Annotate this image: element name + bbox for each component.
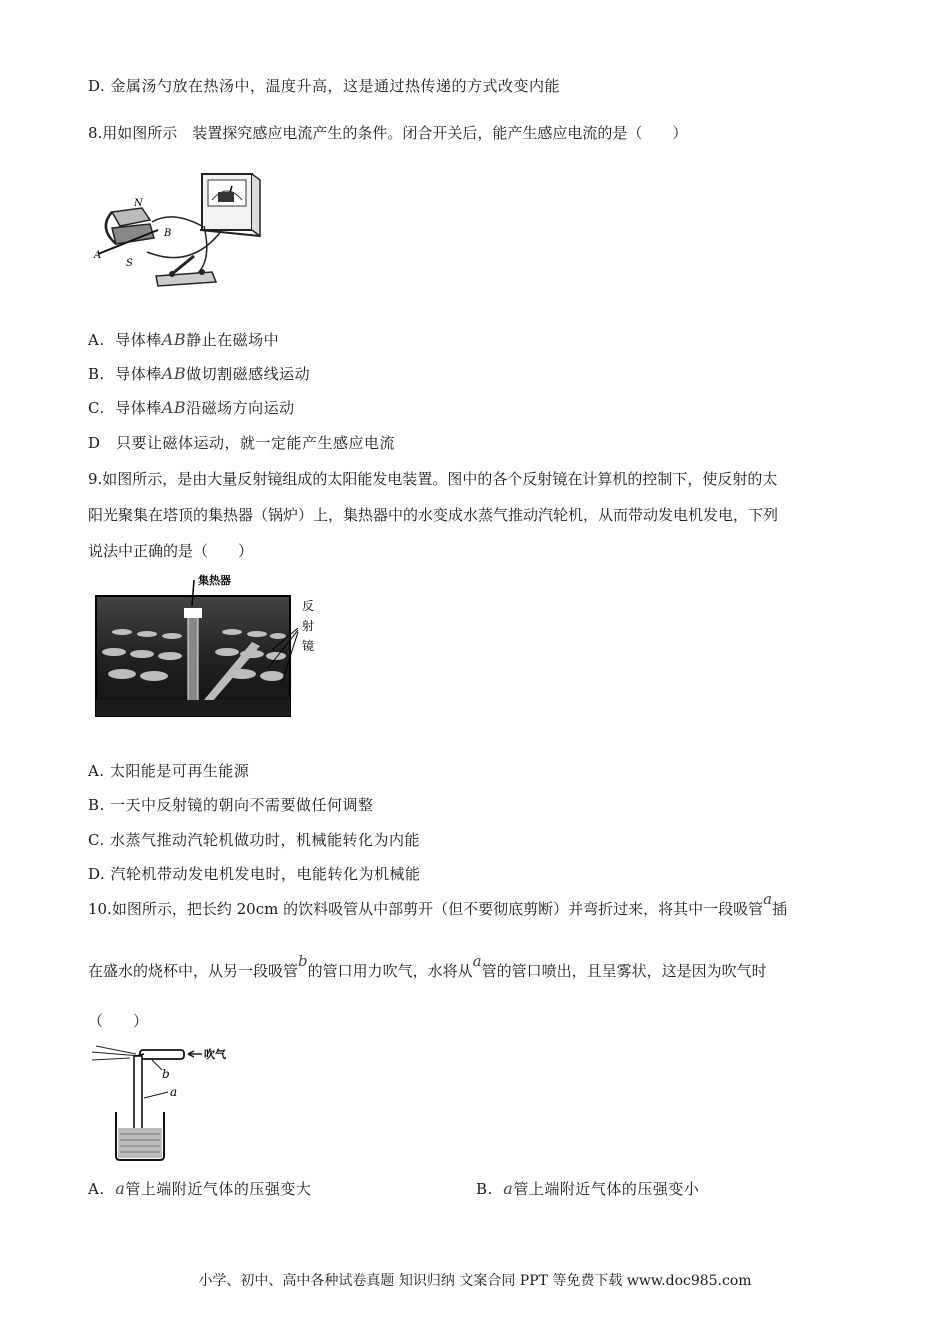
q9-stem-line2: 阳光聚集在塔顶的集热器（锅炉）上，集热器中的水变成水蒸气推动汽轮机，从而带动发电机发电，下列 <box>88 506 779 524</box>
q10-stem-line1: 10.如图所示，把长约 20cm 的饮料吸管从中部剪开（但不要彻底剪断）并弯折过来，将其中一段吸管a插 <box>88 890 788 918</box>
q8-option-a: A. 导体棒AB静止在磁场中 <box>88 330 280 349</box>
svg-text:a: a <box>170 1085 178 1099</box>
q10-stem-line2: 在盛水的烧杯中，从另一段吸管b的管口用力吹气，水将从a管的管口喷出，且呈雾状，这是因为吹气时 <box>88 952 767 980</box>
q8-option-c: C. 导体棒AB沿磁场方向运动 <box>88 398 295 417</box>
svg-text:B: B <box>164 228 172 239</box>
q9-figure-solar-tower-photo <box>92 572 322 722</box>
q9-stem-line3: 说法中正确的是（ ） <box>88 542 254 560</box>
svg-text:N: N <box>134 198 143 209</box>
q9-option-a: A. 太阳能是可再生能源 <box>88 762 250 780</box>
q10-stem-line3: （ ） <box>88 1012 149 1030</box>
svg-text:A: A <box>94 250 102 261</box>
svg-text:集热器: 集热器 <box>198 574 231 587</box>
q9-option-d: D. 汽轮机带动发电机发电时，电能转化为机械能 <box>88 865 421 883</box>
q9-option-b: B. 一天中反射镜的朝向不需要做任何调整 <box>88 796 374 814</box>
q9-option-c: C. 水蒸气推动汽轮机做功时，机械能转化为内能 <box>88 831 420 849</box>
q9-stem-line1: 9.如图所示，是由大量反射镜组成的太阳能发电装置。图中的各个反射镜在计算机的控制下，使反射的太 <box>88 470 778 488</box>
q8-stem: 8.用如图所示 装置探究感应电流产生的条件。闭合开关后，能产生感应电流的是（ ） <box>88 124 688 142</box>
q10-option-b: B. a管上端附近气体的压强变小 <box>476 1179 700 1198</box>
q10-figure-straw-beaker <box>90 1036 230 1166</box>
page-footer: 小学、初中、高中各种试卷真题 知识归纳 文案合同 PPT 等免费下载 www.doc985.com <box>198 1273 752 1289</box>
svg-text:反: 反 <box>302 599 315 613</box>
svg-text:吹气: 吹气 <box>204 1048 226 1061</box>
svg-text:射: 射 <box>302 619 315 633</box>
svg-text:S: S <box>126 258 133 269</box>
svg-text:b: b <box>162 1067 170 1081</box>
svg-text:镜: 镜 <box>302 639 315 653</box>
q10-option-a: A. a管上端附近气体的压强变大 <box>88 1179 312 1198</box>
q7-option-d: D. 金属汤勺放在热汤中，温度升高，这是通过热传递的方式改变内能 <box>88 77 561 95</box>
q8-figure-induction-apparatus <box>92 170 282 290</box>
q8-option-b: B. 导体棒AB做切割磁感线运动 <box>88 364 311 383</box>
q8-option-d: D 只要让磁体运动，就一定能产生感应电流 <box>88 434 396 452</box>
